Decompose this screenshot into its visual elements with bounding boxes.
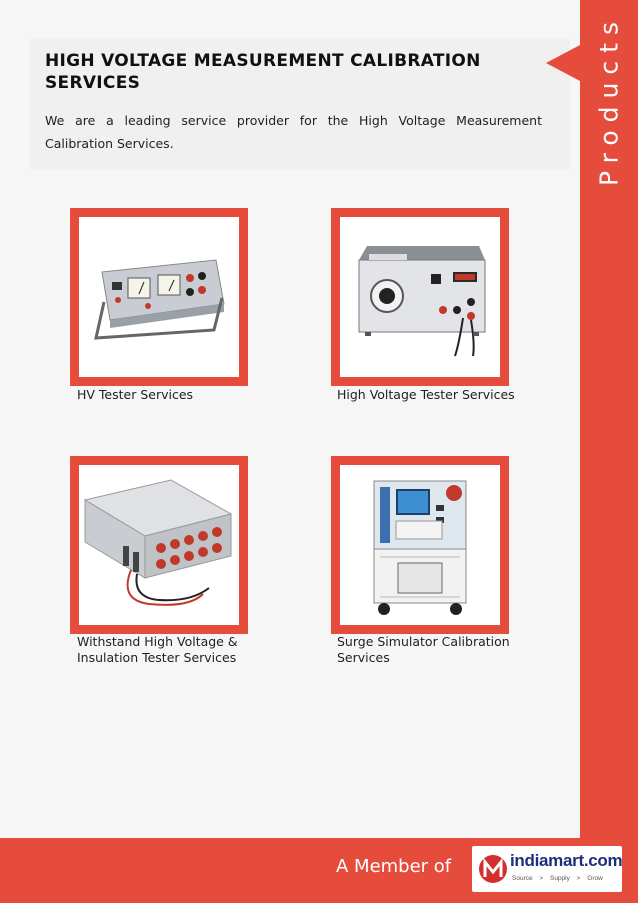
indiamart-tagline: Source > Supply > Grow bbox=[512, 875, 603, 882]
indiamart-logo-text: indiamart.com bbox=[510, 851, 623, 870]
high-voltage-tester-image bbox=[345, 232, 495, 362]
product-caption-hv-tester: HV Tester Services bbox=[77, 387, 194, 402]
product-image-frame bbox=[79, 217, 239, 377]
hv-tester-image bbox=[84, 242, 234, 352]
product-caption-surge-simulator: Surge Simulator Calibration Services bbox=[337, 634, 510, 665]
page-title: HIGH VOLTAGE MEASUREMENT CALIBRATION SERVICES bbox=[45, 51, 481, 93]
surge-simulator-image bbox=[360, 473, 480, 618]
product-image-frame bbox=[340, 217, 500, 377]
sidebar-label: Products bbox=[594, 14, 624, 186]
indiamart-logo-link[interactable] bbox=[472, 846, 622, 892]
product-card-withstand-tester[interactable] bbox=[70, 456, 248, 634]
product-caption-high-voltage-tester: High Voltage Tester Services bbox=[337, 387, 515, 402]
product-card-hv-tester[interactable] bbox=[70, 208, 248, 386]
product-card-surge-simulator[interactable] bbox=[331, 456, 509, 634]
indiamart-logo-icon bbox=[478, 852, 508, 886]
member-of-text: A Member of bbox=[336, 856, 452, 877]
product-image-frame bbox=[79, 465, 239, 625]
withstand-tester-image bbox=[79, 470, 239, 620]
product-caption-withstand-tester: Withstand High Voltage & Insulation Tester Services bbox=[77, 634, 238, 665]
products-sidebar bbox=[580, 0, 638, 838]
intro-text: We are a leading service provider for the High Voltage Measurement Calibration Services. bbox=[45, 113, 542, 151]
header-arrow-icon bbox=[546, 45, 580, 81]
product-image-frame bbox=[340, 465, 500, 625]
product-card-high-voltage-tester[interactable] bbox=[331, 208, 509, 386]
